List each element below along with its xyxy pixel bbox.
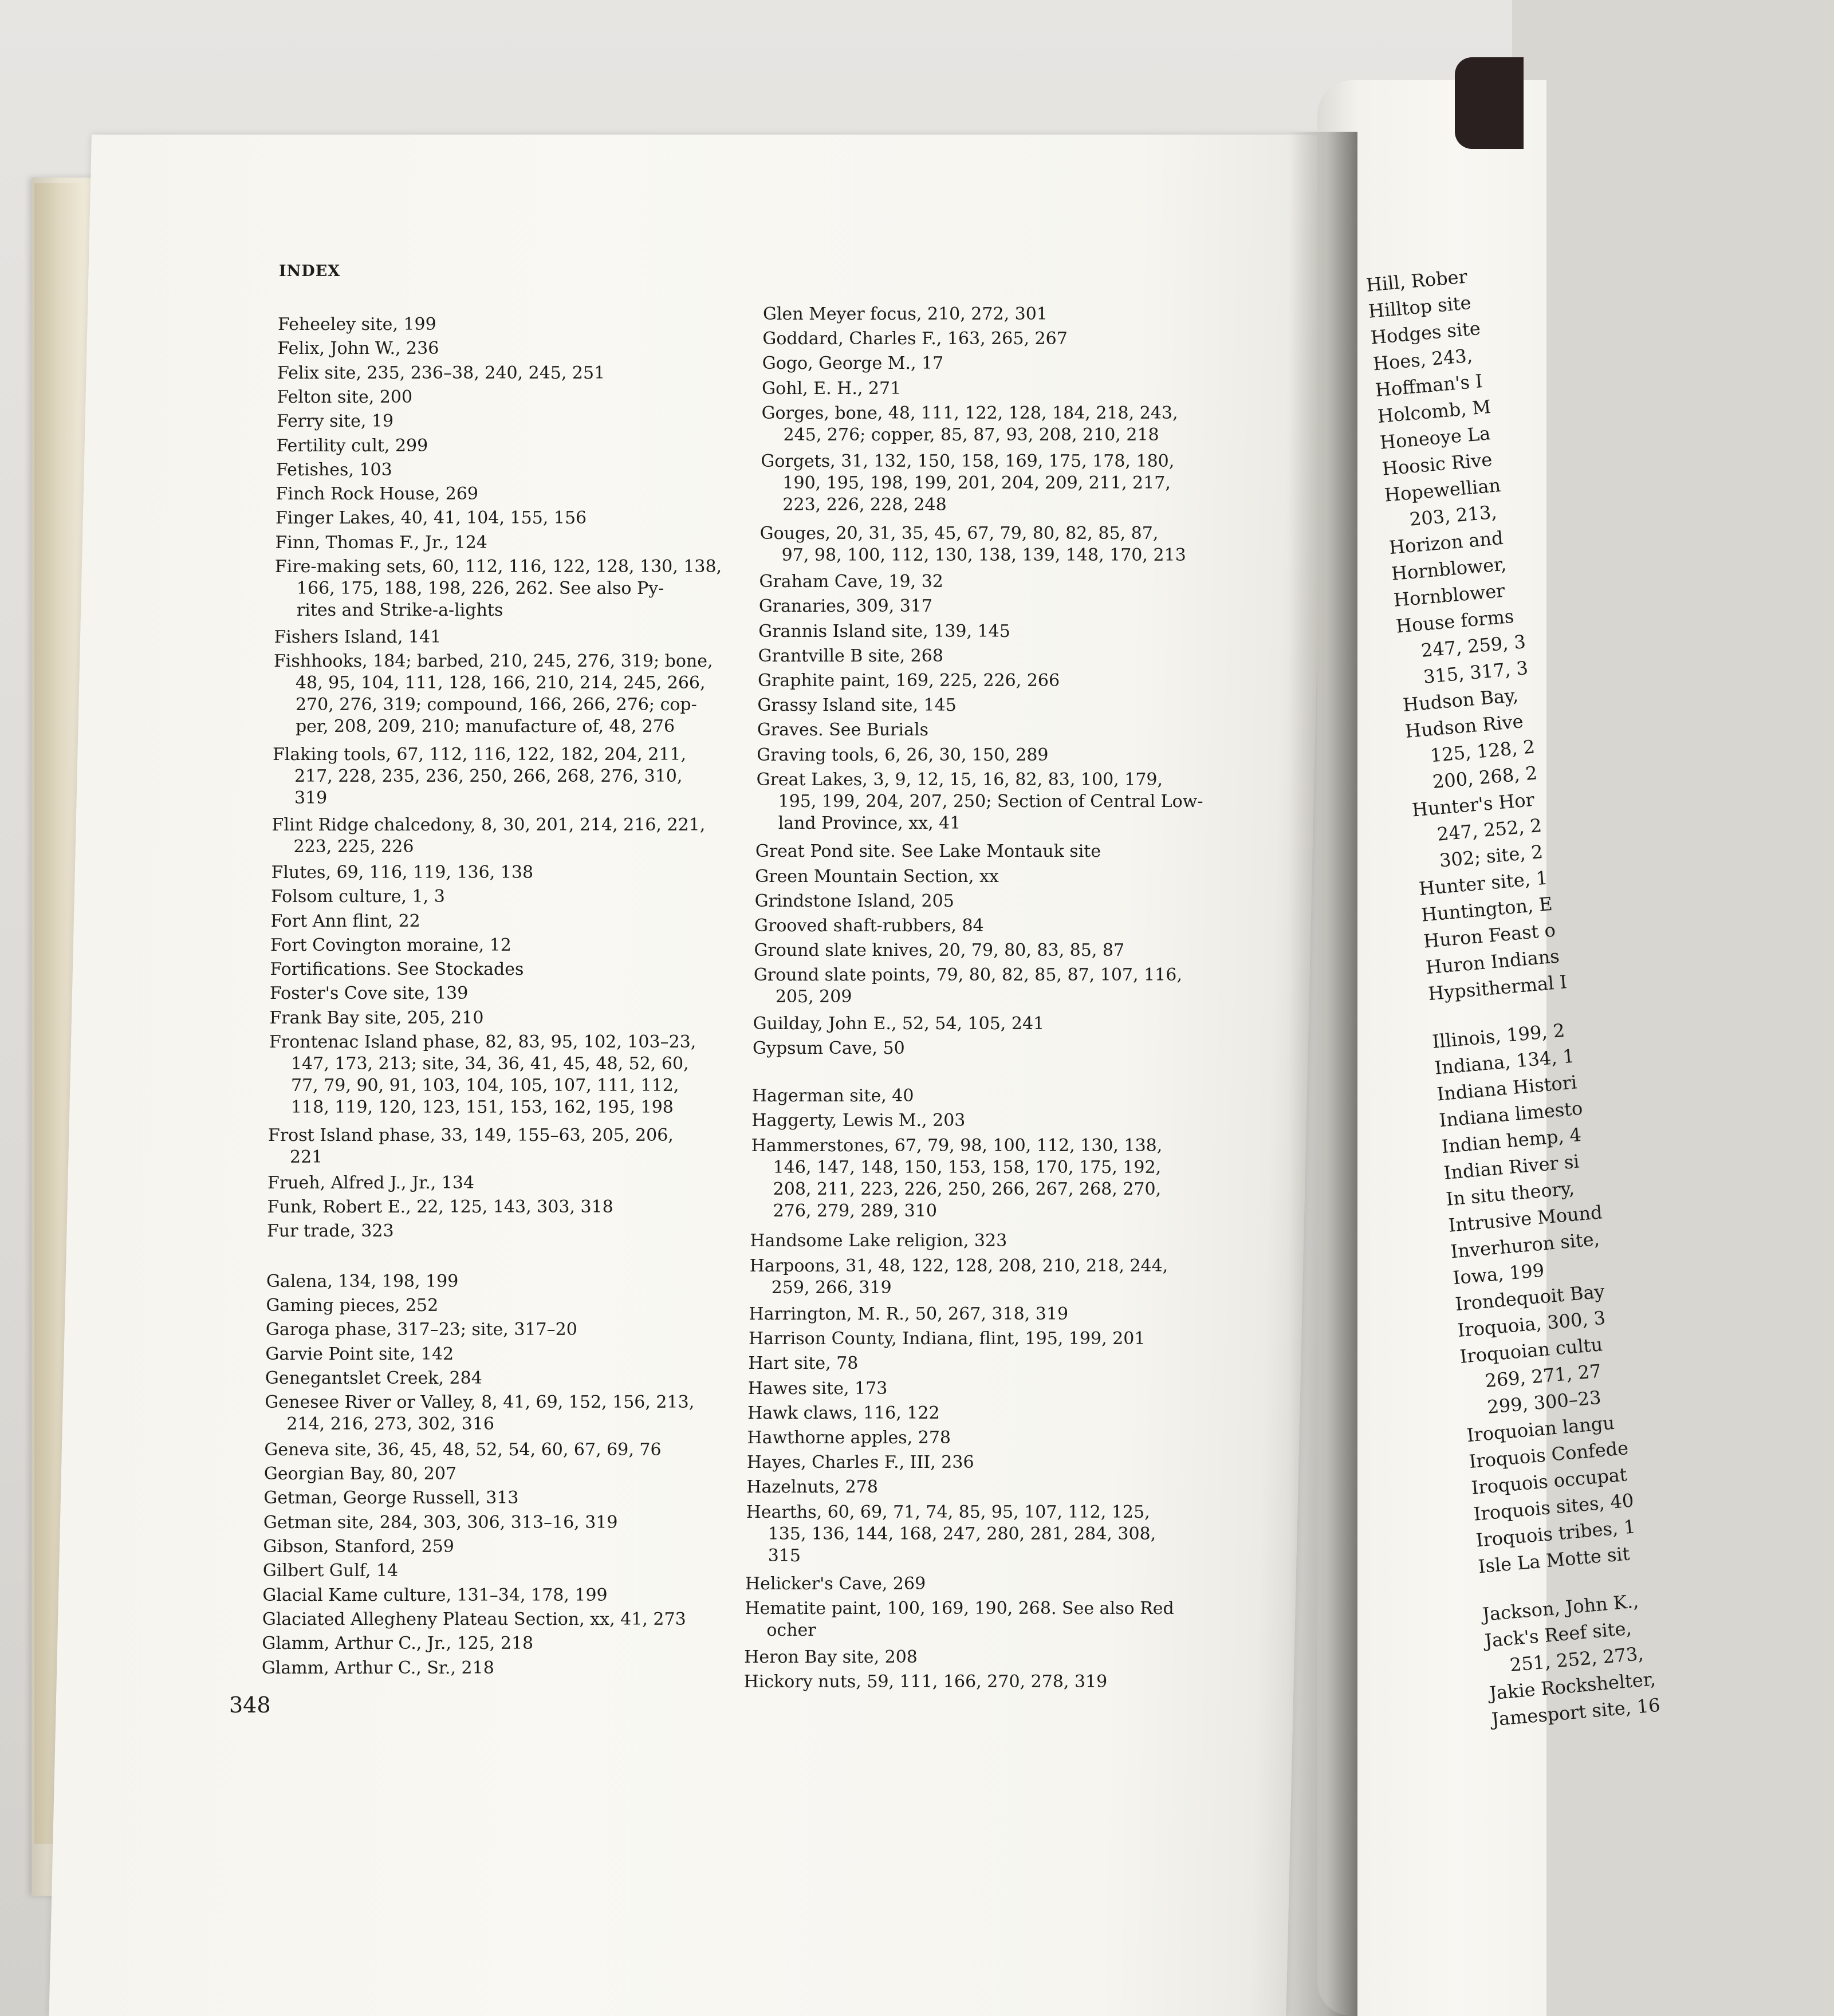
index-entry-text: Grantville B site, 268 — [758, 645, 943, 666]
index-entry — [267, 1172, 474, 1194]
index-entry-text: Felix site, 235, 236–38, 240, 245, 251 — [277, 363, 605, 383]
index-entry-text: Grassy Island site, 145 — [757, 695, 957, 716]
partial-index-entry: Holcomb, M — [1376, 395, 1492, 428]
index-entry-continuation: ocher — [766, 1620, 816, 1641]
index-entry-text: Finch Rock House, 269 — [276, 484, 479, 505]
index-entry — [262, 1657, 494, 1679]
index-entry-text: Hagerman site, 40 — [751, 1086, 914, 1107]
partial-index-entry: Iroquois sites, 40 — [1473, 1489, 1635, 1525]
index-entry-text: Garoga phase, 317–23; site, 317–20 — [265, 1320, 577, 1340]
index-entry — [272, 814, 706, 858]
index-entry-text: Frueh, Alfred J., Jr., 134 — [267, 1172, 475, 1193]
index-entry-continuation: 223, 226, 228, 248 — [782, 495, 947, 515]
partial-index-entry: Huntington, E — [1420, 892, 1553, 926]
index-entry — [276, 483, 478, 505]
index-entry — [263, 1512, 618, 1534]
index-entry — [757, 719, 928, 741]
index-entry-text: Frontenac Island phase, 82, 83, 95, 102, 103–23, — [269, 1032, 696, 1052]
index-entry — [746, 1476, 878, 1498]
index-entry-text: Felton site, 200 — [277, 387, 413, 407]
partial-index-entry: Indian River si — [1443, 1150, 1580, 1184]
partial-index-entry: Iroquois Confede — [1468, 1436, 1630, 1473]
index-entry — [759, 571, 943, 593]
index-entry-text: Gorgets, 31, 132, 150, 158, 169, 175, 178, 180, — [761, 451, 1175, 472]
index-entry-text: Folsom culture, 1, 3 — [271, 887, 445, 907]
index-entry-text: Glaciated Allegheny Plateau Section, xx, 41, 273 — [262, 1609, 686, 1629]
index-entry — [750, 1255, 1168, 1299]
index-entry-text: Fur trade, 323 — [266, 1221, 394, 1242]
index-entry-text: Fertility cult, 299 — [276, 435, 428, 456]
partial-index-entry: Honeoye La — [1379, 422, 1491, 454]
partial-index-entry: Inverhuron site, — [1450, 1227, 1601, 1263]
index-entry-text: Fort Ann flint, 22 — [270, 911, 420, 931]
partial-index-entry: Jackson, John K., — [1481, 1590, 1640, 1626]
partial-index-entry: Jamesport site, 16 — [1490, 1694, 1661, 1731]
partial-index-entry: Hoes, 243, — [1372, 344, 1474, 375]
index-entry-text: Harrington, M. R., 50, 267, 318, 319 — [749, 1304, 1069, 1324]
index-entry-text: Graphite paint, 169, 225, 226, 266 — [758, 671, 1060, 691]
index-entry — [757, 695, 956, 716]
index-entry-continuation: 166, 175, 188, 198, 226, 262. See also Py- — [296, 578, 664, 598]
partial-index-entry: Jakie Rockshelter, — [1488, 1668, 1657, 1704]
index-entry-text: Hawthorne apples, 278 — [747, 1428, 951, 1448]
index-entry-continuation: 208, 211, 223, 226, 250, 266, 267, 268, 270, — [773, 1179, 1162, 1199]
index-entry — [263, 1560, 398, 1582]
partial-index-entry: 251, 252, 273, — [1509, 1642, 1644, 1676]
index-entry — [751, 1110, 965, 1132]
index-entry — [762, 378, 901, 400]
partial-right-page-column — [1352, 222, 1834, 1850]
index-entry — [757, 745, 1048, 766]
index-entry — [747, 1427, 951, 1449]
index-entry — [749, 1328, 1146, 1350]
index-entry — [751, 1135, 1163, 1222]
index-header: INDEX — [279, 262, 341, 280]
index-entry — [266, 1319, 577, 1341]
partial-index-entry: 247, 252, 2 — [1436, 814, 1543, 845]
partial-index-entry: Iroquois tribes, 1 — [1475, 1515, 1636, 1552]
index-entry-text: Finger Lakes, 40, 41, 104, 155, 156 — [275, 508, 587, 529]
index-entry-text: Ground slate knives, 20, 79, 80, 83, 85, 87 — [754, 940, 1125, 961]
index-entry — [744, 1671, 1108, 1693]
index-entry — [269, 1031, 696, 1119]
index-entry-text: Helicker's Cave, 269 — [745, 1574, 926, 1594]
index-entry-text: Grindstone Island, 205 — [754, 891, 954, 911]
partial-index-entry: Iowa, 199 — [1452, 1259, 1545, 1289]
partial-index-entry: 299, 300–23 — [1486, 1386, 1602, 1418]
index-entry — [270, 935, 511, 956]
partial-index-entry: Hudson Rive — [1404, 710, 1524, 742]
index-entry-continuation: 97, 98, 100, 112, 130, 138, 139, 148, 170, 213 — [781, 545, 1186, 565]
index-entry-text: Frank Bay site, 205, 210 — [269, 1007, 484, 1028]
index-entry — [745, 1573, 926, 1595]
partial-index-entry: Hoosic Rive — [1381, 448, 1493, 480]
index-entry-text: Gilbert Gulf, 14 — [262, 1561, 399, 1581]
index-entry-continuation: per, 208, 209, 210; manufacture of, 48, 276 — [295, 716, 675, 737]
index-entry-text: Hayes, Charles F., III, 236 — [746, 1452, 974, 1473]
partial-index-entry: Horizon and — [1388, 526, 1504, 559]
index-entry-text: Hickory nuts, 59, 111, 166, 270, 278, 319 — [743, 1672, 1108, 1692]
index-entry-text: Great Lakes, 3, 9, 12, 15, 16, 82, 83, 100, 179, — [756, 769, 1163, 790]
index-entry-continuation: 135, 136, 144, 168, 247, 280, 281, 284, 308, — [768, 1523, 1156, 1544]
partial-index-entry: Hunter site, 1 — [1418, 867, 1549, 900]
index-entry-text: Hart site, 78 — [748, 1353, 859, 1374]
partial-index-entry: 247, 259, 3 — [1420, 631, 1527, 662]
partial-index-entry: Indian hemp, 4 — [1441, 1124, 1583, 1158]
index-entry-text: Geneva site, 36, 45, 48, 52, 54, 60, 67, 69, 76 — [264, 1439, 662, 1460]
index-entry-text: Getman, George Russell, 313 — [263, 1488, 519, 1509]
index-entry-text: Grooved shaft-rubbers, 84 — [754, 916, 984, 936]
index-entry-text: Guilday, John E., 52, 54, 105, 241 — [753, 1013, 1045, 1034]
index-entry-text: Hawes site, 173 — [747, 1378, 888, 1399]
index-entry-text: Georgian Bay, 80, 207 — [263, 1464, 457, 1485]
index-entry-text: Ferry site, 19 — [276, 411, 394, 432]
index-entry — [277, 338, 439, 360]
index-entry-continuation: 48, 95, 104, 111, 128, 166, 210, 214, 245, 266, — [295, 673, 706, 694]
index-entry — [745, 1598, 1174, 1641]
index-entry — [748, 1353, 858, 1375]
index-entry — [266, 1271, 458, 1293]
index-entry — [758, 621, 1010, 643]
partial-index-entry: Jack's Reef site, — [1483, 1617, 1633, 1652]
partial-index-entry: Hoffman's I — [1374, 370, 1484, 401]
index-entry-text: Fetishes, 103 — [276, 459, 392, 480]
index-entry — [758, 670, 1060, 692]
index-entry-text: Graving tools, 6, 26, 30, 150, 289 — [757, 745, 1049, 765]
partial-index-entry: Hopewellian — [1383, 474, 1502, 506]
index-entry — [763, 304, 1048, 325]
index-entry-text: Glen Meyer focus, 210, 272, 301 — [763, 304, 1048, 324]
index-entry-continuation: 245, 276; copper, 85, 87, 93, 208, 210, 218 — [783, 424, 1159, 445]
index-entry — [275, 532, 487, 554]
index-entry-text: Fishhooks, 184; barbed, 210, 245, 276, 319; bone, — [273, 651, 713, 672]
index-entry — [275, 556, 722, 621]
index-entry — [748, 1378, 888, 1400]
index-entry-text: Granaries, 309, 317 — [758, 596, 932, 617]
right-page-dark-corner — [1455, 57, 1524, 149]
index-entry-text: Hazelnuts, 278 — [746, 1477, 878, 1498]
index-entry-text: Getman site, 284, 303, 306, 313–16, 319 — [263, 1512, 618, 1533]
partial-index-entry: 203, 213, — [1408, 501, 1498, 530]
page-number: 348 — [229, 1692, 271, 1718]
index-entry — [264, 1463, 456, 1485]
partial-index-entry: Indiana limesto — [1438, 1097, 1584, 1132]
partial-index-entry: Iroquoian cultu — [1459, 1333, 1604, 1368]
index-entry-text: Felix, John W., 236 — [277, 338, 439, 359]
partial-index-entry: Iroquoian langu — [1466, 1411, 1616, 1447]
index-entry-text: Gouges, 20, 31, 35, 45, 67, 79, 80, 82, 85, 87, — [759, 523, 1159, 544]
index-entry — [266, 1295, 438, 1317]
index-entry-text: Genegantslet Creek, 284 — [265, 1368, 482, 1388]
index-entry — [753, 1038, 905, 1060]
index-entry — [759, 596, 932, 617]
index-entry — [267, 1220, 394, 1242]
index-entry-text: Glamm, Arthur C., Jr., 125, 218 — [262, 1633, 534, 1654]
index-entry — [270, 959, 524, 981]
index-entry-continuation: 270, 276, 319; compound, 166, 266, 276; cop- — [295, 695, 697, 715]
partial-index-entry: Indiana, 134, 1 — [1434, 1045, 1576, 1079]
partial-index-entry: 315, 317, 3 — [1422, 657, 1529, 688]
index-entry-continuation: land Province, xx, 41 — [778, 813, 961, 833]
index-entry — [744, 1647, 918, 1668]
index-entry-text: Fishers Island, 141 — [274, 627, 442, 647]
index-entry — [762, 403, 1178, 446]
index-entry-text: Hematite paint, 100, 169, 190, 268. See also Red — [745, 1598, 1174, 1619]
partial-index-entry: Hodges site — [1369, 317, 1482, 349]
index-entry-continuation: 315 — [768, 1545, 801, 1566]
index-entry-continuation: 195, 199, 204, 207, 250; Section of Central Low- — [778, 791, 1203, 812]
index-entry-text: Graves. See Burials — [757, 720, 928, 741]
index-entry — [273, 744, 686, 809]
index-entry-text: Grannis Island site, 139, 145 — [758, 621, 1010, 641]
index-entry — [277, 411, 393, 432]
index-entry — [746, 1502, 1156, 1567]
partial-index-entry: Huron Indians — [1424, 945, 1561, 979]
index-entry-text: Gorges, bone, 48, 111, 122, 128, 184, 218, 243, — [761, 403, 1178, 423]
index-entry-continuation: 77, 79, 90, 91, 103, 104, 105, 107, 111, 112, — [290, 1076, 679, 1096]
index-entry — [747, 1452, 974, 1474]
partial-index-entry: Iroquoia, 300, 3 — [1457, 1306, 1607, 1341]
index-entry-text: Glacial Kame culture, 131–34, 178, 199 — [262, 1585, 608, 1605]
index-entry — [752, 1085, 914, 1107]
index-entry — [276, 507, 587, 529]
index-entry — [271, 862, 534, 884]
index-entry — [276, 459, 392, 481]
partial-index-entry: Illinois, 199, 2 — [1431, 1019, 1566, 1053]
partial-index-entry: Irondequoit Bay — [1454, 1280, 1606, 1316]
index-entry — [262, 1585, 607, 1606]
index-entry — [263, 1536, 454, 1558]
index-entry-continuation: 223, 225, 226 — [293, 837, 414, 857]
partial-index-entry: Intrusive Mound — [1447, 1201, 1604, 1237]
index-entry — [758, 645, 943, 667]
index-entry-text: Great Pond site. See Lake Montauk site — [755, 841, 1101, 862]
index-entry — [265, 1368, 482, 1389]
index-entry-text: Ground slate points, 79, 80, 82, 85, 87, 107, 116, — [753, 965, 1182, 986]
index-entry-text: Fortifications. See Stockades — [270, 959, 524, 980]
index-entry — [750, 1230, 1007, 1252]
index-entry-text: Flint Ridge chalcedony, 8, 30, 201, 214, 216, 221, — [271, 815, 706, 836]
partial-index-entry: 125, 128, 2 — [1429, 735, 1536, 767]
index-entry-text: Graham Cave, 19, 32 — [759, 572, 943, 592]
index-entry — [274, 651, 713, 738]
index-entry — [270, 983, 468, 1005]
index-entry — [754, 915, 984, 937]
index-entry-text: Green Mountain Section, xx — [755, 866, 999, 887]
partial-index-entry: Huron Feast o — [1422, 919, 1557, 952]
index-entry — [268, 1125, 674, 1168]
partial-index-entry: House forms — [1395, 605, 1515, 637]
index-entry-continuation: 221 — [290, 1147, 323, 1168]
index-entry — [265, 1392, 694, 1435]
index-entry-text: Harpoons, 31, 48, 122, 128, 208, 210, 218, 244, — [749, 1255, 1168, 1276]
index-entry-text: Gogo, George M., 17 — [762, 353, 944, 374]
index-entry-text: Funk, Robert E., 22, 125, 143, 303, 318 — [267, 1197, 613, 1218]
partial-right-page-clip — [1352, 252, 1661, 1856]
index-entry-text: Goddard, Charles F., 163, 265, 267 — [762, 329, 1068, 349]
partial-index-entry: 200, 268, 2 — [1431, 762, 1538, 793]
index-entry-continuation: 217, 228, 235, 236, 250, 266, 268, 276, 310, — [294, 766, 683, 787]
index-entry — [262, 1633, 533, 1655]
partial-index-entry: Hypsithermal I — [1427, 971, 1568, 1005]
index-entry-text: Genesee River or Valley, 8, 41, 69, 152, 156, 213, — [265, 1392, 695, 1413]
index-entry-text: Finn, Thomas F., Jr., 124 — [275, 532, 487, 553]
index-entry — [269, 1007, 483, 1029]
index-entry — [755, 866, 999, 888]
index-entry — [755, 891, 954, 912]
partial-index-entry: Indiana Histori — [1436, 1071, 1578, 1105]
index-entry-continuation: 190, 195, 198, 199, 201, 204, 209, 211, 217, — [782, 473, 1171, 494]
index-entry — [265, 1344, 454, 1365]
index-entry-text: Hammerstones, 67, 79, 98, 100, 112, 130, 138, — [751, 1135, 1163, 1156]
index-entry-continuation: 259, 266, 319 — [771, 1277, 892, 1298]
index-entry — [753, 1013, 1044, 1035]
partial-index-entry: In situ theory, — [1445, 1177, 1576, 1210]
index-entry-continuation: 146, 147, 148, 150, 153, 158, 170, 175, 192, — [773, 1157, 1162, 1178]
partial-index-entry: Isle La Motte sit — [1477, 1542, 1631, 1578]
index-entry — [762, 328, 1067, 350]
index-entry-text: Gaming pieces, 252 — [266, 1296, 439, 1316]
index-entry-text: Handsome Lake religion, 323 — [750, 1231, 1007, 1251]
index-entry — [277, 363, 605, 384]
index-entry-text: Flaking tools, 67, 112, 116, 122, 182, 204, 211, — [272, 745, 687, 765]
index-entry-text: Gohl, E. H., 271 — [762, 378, 902, 399]
partial-index-entry: Hunter's Hor — [1411, 788, 1536, 821]
index-entry — [271, 886, 445, 908]
index-entry-continuation: 276, 279, 289, 310 — [773, 1200, 937, 1221]
index-entry — [274, 627, 441, 648]
index-entry-continuation: rites and Strike-a-lights — [296, 600, 503, 620]
index-entry-text: Frost Island phase, 33, 149, 155–63, 205, 206, — [268, 1125, 674, 1146]
index-entry — [747, 1403, 939, 1424]
index-entry-continuation: 205, 209 — [775, 987, 852, 1007]
index-entry-text: Heron Bay site, 208 — [744, 1647, 918, 1667]
partial-index-entry: 269, 271, 27 — [1484, 1360, 1603, 1392]
index-entry — [263, 1487, 518, 1509]
index-entry-text: Hearths, 60, 69, 71, 74, 85, 95, 107, 112, 125, — [746, 1502, 1150, 1522]
index-entry — [762, 353, 943, 375]
index-entry — [754, 940, 1124, 962]
index-entry-continuation: 319 — [294, 788, 328, 809]
partial-index-entry: Hornblower — [1392, 580, 1506, 611]
index-entry-continuation: 147, 173, 213; site, 34, 36, 41, 45, 48, 52, 60, — [290, 1054, 689, 1074]
index-entry — [262, 1609, 686, 1631]
partial-index-entry: Iroquois occupat — [1470, 1463, 1628, 1499]
index-entry-text: Foster's Cove site, 139 — [269, 983, 469, 1004]
book-gutter — [1289, 132, 1357, 2016]
partial-index-entry: Hudson Bay, — [1402, 684, 1520, 716]
index-entry — [276, 435, 428, 457]
index-entry — [757, 769, 1203, 834]
index-entry-text: Glamm, Arthur C., Sr., 218 — [261, 1657, 494, 1678]
index-entry — [271, 911, 420, 932]
partial-index-entry: Hornblower, — [1390, 553, 1508, 585]
index-entry-text: Feheeley site, 199 — [278, 314, 436, 334]
index-entry-continuation: 118, 119, 120, 123, 151, 153, 162, 195, 198 — [290, 1097, 674, 1117]
index-entry-text: Hawk claws, 116, 122 — [747, 1403, 940, 1423]
index-entry — [267, 1196, 613, 1218]
index-entry-text: Harrison County, Indiana, flint, 195, 199, 201 — [748, 1329, 1146, 1349]
index-entry-text: Gibson, Stanford, 259 — [263, 1537, 454, 1557]
index-entry-text: Garvie Point site, 142 — [265, 1344, 454, 1364]
index-entry — [749, 1304, 1069, 1325]
index-entry-text: Gypsum Cave, 50 — [753, 1038, 905, 1058]
index-entry — [277, 387, 412, 408]
index-entry — [755, 841, 1101, 863]
index-entry — [760, 523, 1186, 566]
index-entry-text: Haggerty, Lewis M., 203 — [751, 1111, 966, 1131]
index-entry-continuation: 214, 216, 273, 302, 316 — [286, 1414, 494, 1435]
index-entry — [278, 314, 436, 336]
index-entry-text: Galena, 134, 198, 199 — [266, 1271, 459, 1292]
index-entry — [761, 451, 1174, 516]
index-entry-text: Fort Covington moraine, 12 — [270, 935, 511, 955]
partial-index-entry: 302; site, 2 — [1438, 840, 1544, 872]
index-entry-text: Flutes, 69, 116, 119, 136, 138 — [271, 862, 534, 883]
partial-index-entry: Hill, Rober — [1365, 265, 1469, 296]
index-entry — [754, 964, 1182, 1008]
index-entry — [264, 1439, 661, 1461]
index-entry-text: Fire-making sets, 60, 112, 116, 122, 128, 130, 138, — [274, 557, 722, 577]
partial-index-entry: Hilltop site — [1367, 292, 1472, 322]
